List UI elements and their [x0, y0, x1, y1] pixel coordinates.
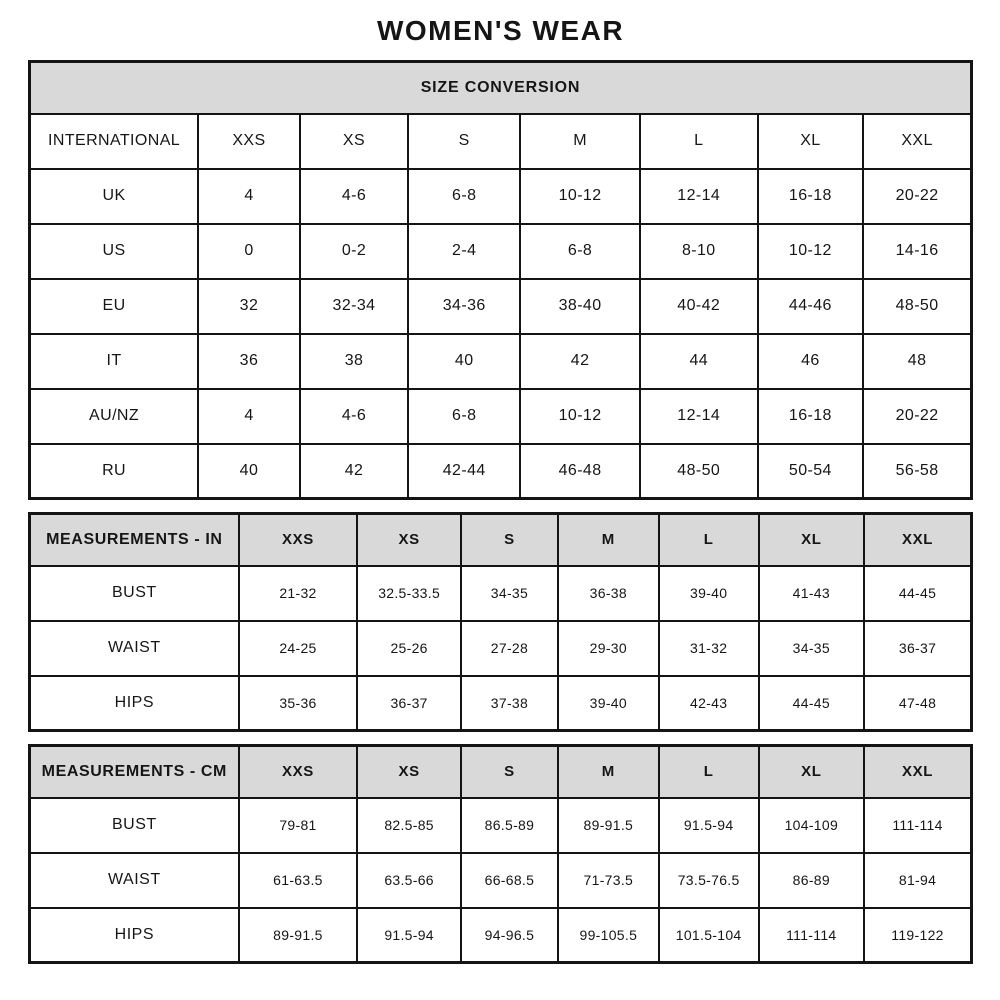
table-row-bust-in: [30, 566, 972, 621]
value-cell: 42-44: [408, 444, 520, 499]
value-cell: 36: [198, 334, 300, 389]
measurements-in-header-row: [30, 514, 972, 566]
value-cell: 42: [300, 444, 408, 499]
value-cell: 71-73.5: [558, 853, 659, 908]
value-cell: 40: [198, 444, 300, 499]
value-cell: 42-43: [659, 676, 759, 731]
row-label: IT: [30, 334, 199, 389]
value-cell: 61-63.5: [239, 853, 358, 908]
row-label: HIPS: [30, 676, 239, 731]
value-cell: 81-94: [864, 853, 971, 908]
column-header: M: [558, 514, 659, 566]
value-cell: XL: [758, 114, 864, 169]
value-cell: 12-14: [640, 389, 758, 444]
value-cell: XXL: [863, 114, 971, 169]
column-header: L: [659, 514, 759, 566]
value-cell: 38-40: [520, 279, 640, 334]
table-row-waist-in: [30, 621, 972, 676]
value-cell: 46-48: [520, 444, 640, 499]
value-cell: 25-26: [357, 621, 461, 676]
size-conversion-table: [28, 60, 973, 500]
row-label: UK: [30, 169, 199, 224]
value-cell: 101.5-104: [659, 908, 759, 963]
value-cell: 41-43: [759, 566, 865, 621]
value-cell: L: [640, 114, 758, 169]
value-cell: 34-35: [759, 621, 865, 676]
value-cell: 39-40: [659, 566, 759, 621]
value-cell: 10-12: [520, 169, 640, 224]
value-cell: 31-32: [659, 621, 759, 676]
value-cell: 0: [198, 224, 300, 279]
value-cell: 56-58: [863, 444, 971, 499]
table-row-bust-cm: [30, 798, 972, 853]
value-cell: 46: [758, 334, 864, 389]
table-row-aunz: [30, 389, 972, 444]
value-cell: 44-45: [864, 566, 971, 621]
table-row-us: [30, 224, 972, 279]
value-cell: 44-45: [759, 676, 865, 731]
row-label: RU: [30, 444, 199, 499]
value-cell: 37-38: [461, 676, 558, 731]
table-row-it: [30, 334, 972, 389]
value-cell: 47-48: [864, 676, 971, 731]
value-cell: 36-37: [864, 621, 971, 676]
value-cell: 91.5-94: [659, 798, 759, 853]
value-cell: 6-8: [408, 389, 520, 444]
row-label: BUST: [30, 566, 239, 621]
value-cell: 48-50: [640, 444, 758, 499]
value-cell: 14-16: [863, 224, 971, 279]
value-cell: 79-81: [239, 798, 358, 853]
row-label: AU/NZ: [30, 389, 199, 444]
size-conversion-header-row: [30, 62, 972, 114]
value-cell: S: [408, 114, 520, 169]
measurements-in-title: MEASUREMENTS - IN: [30, 514, 239, 566]
column-header: XXL: [864, 746, 971, 798]
row-label: HIPS: [30, 908, 239, 963]
row-label: WAIST: [30, 853, 239, 908]
measurements-in-table: [28, 512, 973, 732]
value-cell: 39-40: [558, 676, 659, 731]
column-header: XS: [357, 746, 461, 798]
value-cell: 4-6: [300, 169, 408, 224]
column-header: XS: [357, 514, 461, 566]
row-label: US: [30, 224, 199, 279]
value-cell: 29-30: [558, 621, 659, 676]
value-cell: 94-96.5: [461, 908, 558, 963]
size-conversion-title: SIZE CONVERSION: [30, 62, 972, 114]
value-cell: 21-32: [239, 566, 358, 621]
column-header: L: [659, 746, 759, 798]
value-cell: 27-28: [461, 621, 558, 676]
value-cell: 32.5-33.5: [357, 566, 461, 621]
column-header: XXS: [239, 746, 358, 798]
row-label: BUST: [30, 798, 239, 853]
value-cell: 48: [863, 334, 971, 389]
column-header: XL: [759, 746, 865, 798]
value-cell: 32-34: [300, 279, 408, 334]
value-cell: 16-18: [758, 389, 864, 444]
value-cell: 82.5-85: [357, 798, 461, 853]
value-cell: 44: [640, 334, 758, 389]
table-row-hips-cm: [30, 908, 972, 963]
value-cell: 6-8: [520, 224, 640, 279]
value-cell: 20-22: [863, 389, 971, 444]
measurements-cm-title: MEASUREMENTS - CM: [30, 746, 239, 798]
value-cell: 89-91.5: [558, 798, 659, 853]
value-cell: 34-36: [408, 279, 520, 334]
value-cell: XXS: [198, 114, 300, 169]
row-label: INTERNATIONAL: [30, 114, 199, 169]
value-cell: 0-2: [300, 224, 408, 279]
value-cell: 42: [520, 334, 640, 389]
value-cell: 86.5-89: [461, 798, 558, 853]
value-cell: 119-122: [864, 908, 971, 963]
table-row-uk: [30, 169, 972, 224]
value-cell: 35-36: [239, 676, 358, 731]
table-row-international: [30, 114, 972, 169]
value-cell: 36-37: [357, 676, 461, 731]
value-cell: M: [520, 114, 640, 169]
value-cell: 111-114: [759, 908, 865, 963]
value-cell: 48-50: [863, 279, 971, 334]
value-cell: 63.5-66: [357, 853, 461, 908]
value-cell: 6-8: [408, 169, 520, 224]
value-cell: 10-12: [758, 224, 864, 279]
value-cell: 104-109: [759, 798, 865, 853]
column-header: S: [461, 514, 558, 566]
column-header: XL: [759, 514, 865, 566]
page-title: WOMEN'S WEAR: [376, 15, 625, 46]
value-cell: 4: [198, 169, 300, 224]
measurements-cm-table: [28, 744, 973, 964]
measurements-cm-header-row: [30, 746, 972, 798]
value-cell: 44-46: [758, 279, 864, 334]
row-label: EU: [30, 279, 199, 334]
value-cell: 111-114: [864, 798, 971, 853]
value-cell: 66-68.5: [461, 853, 558, 908]
value-cell: 91.5-94: [357, 908, 461, 963]
value-cell: 2-4: [408, 224, 520, 279]
value-cell: 34-35: [461, 566, 558, 621]
column-header: S: [461, 746, 558, 798]
value-cell: 32: [198, 279, 300, 334]
value-cell: 86-89: [759, 853, 865, 908]
value-cell: 89-91.5: [239, 908, 358, 963]
value-cell: 50-54: [758, 444, 864, 499]
value-cell: 73.5-76.5: [659, 853, 759, 908]
value-cell: 36-38: [558, 566, 659, 621]
column-header: XXS: [239, 514, 358, 566]
table-row-ru: [30, 444, 972, 499]
table-row-hips-in: [30, 676, 972, 731]
value-cell: 4: [198, 389, 300, 444]
value-cell: 24-25: [239, 621, 358, 676]
column-header: M: [558, 746, 659, 798]
value-cell: 99-105.5: [558, 908, 659, 963]
value-cell: 8-10: [640, 224, 758, 279]
value-cell: 12-14: [640, 169, 758, 224]
value-cell: 4-6: [300, 389, 408, 444]
row-label: WAIST: [30, 621, 239, 676]
value-cell: XS: [300, 114, 408, 169]
value-cell: 16-18: [758, 169, 864, 224]
value-cell: 38: [300, 334, 408, 389]
value-cell: 20-22: [863, 169, 971, 224]
column-header: XXL: [864, 514, 971, 566]
value-cell: 40-42: [640, 279, 758, 334]
value-cell: 10-12: [520, 389, 640, 444]
table-row-waist-cm: [30, 853, 972, 908]
table-row-eu: [30, 279, 972, 334]
value-cell: 40: [408, 334, 520, 389]
